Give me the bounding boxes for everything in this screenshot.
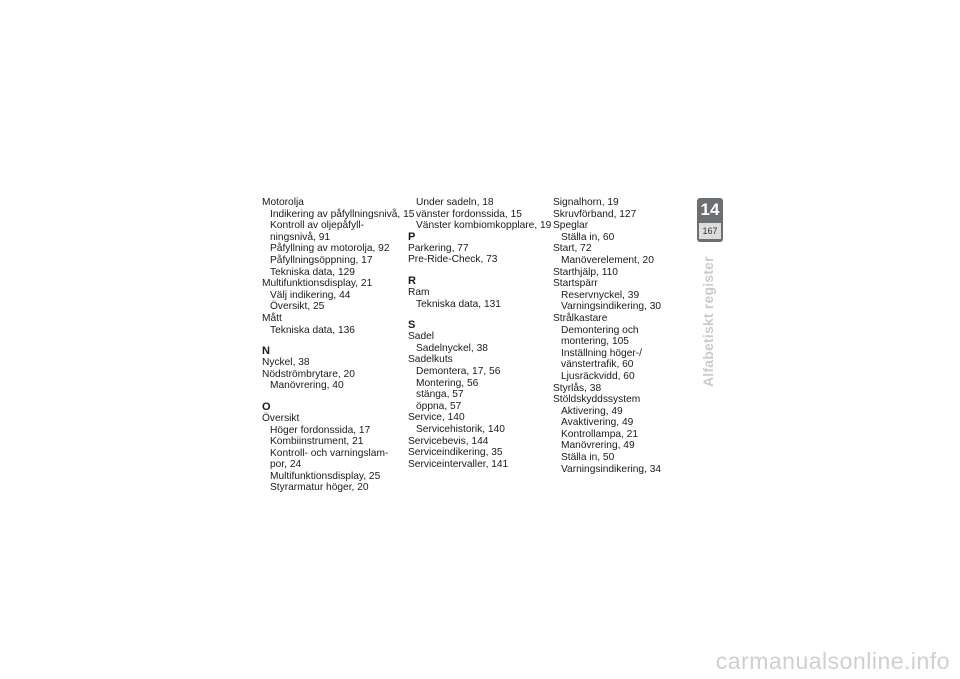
index-entry: Ram [408, 286, 430, 298]
index-entry: Serviceintervaller, 141 [408, 458, 509, 470]
index-subentry: vänster fordonssida, 15 [416, 208, 522, 220]
chapter-number: 14 [700, 200, 720, 219]
index-letter-heading: R [408, 274, 416, 287]
index-subentry: vänstertrafik, 60 [561, 359, 634, 371]
index-subentry: Välj indikering, 44 [270, 289, 351, 301]
index-subentry: Påfyllningsöppning, 17 [270, 254, 373, 266]
index-entry: Sadel [408, 331, 435, 343]
index-subentry: Tekniska data, 136 [270, 324, 355, 336]
index-subentry: Styrarmatur höger, 20 [270, 482, 369, 494]
index-subentry: Ställa in, 60 [561, 231, 615, 243]
index-entry: Mått [262, 312, 282, 324]
index-subentry: Kontroll- och varningslam- [270, 447, 389, 459]
index-entry: Översikt [262, 412, 300, 424]
index-subentry: Indikering av påfyllningsnivå, 15 [270, 208, 415, 220]
index-entry: Start, 72 [553, 243, 592, 255]
index-subentry: Kontrollampa, 21 [561, 428, 639, 440]
index-subentry: Avaktivering, 49 [561, 417, 634, 429]
index-subentry: öppna, 57 [416, 400, 462, 412]
index-column-3 [553, 197, 693, 475]
chapter-badge [697, 198, 723, 242]
index-subentry: Varningsindikering, 34 [561, 463, 662, 475]
index-subentry: Varningsindikering, 30 [561, 301, 662, 313]
index-subentry: Demontering och [561, 324, 639, 336]
index-subentry: Manövrering, 49 [561, 440, 635, 452]
index-subentry: Tekniska data, 131 [416, 298, 501, 310]
index-subentry: Sadelnyckel, 38 [416, 342, 488, 354]
index-subentry: Aktivering, 49 [561, 405, 623, 417]
index-subentry: Kombiinstrument, 21 [270, 436, 364, 448]
index-subentry: Ställa in, 50 [561, 452, 615, 464]
index-letter-heading: P [408, 230, 416, 243]
index-subentry: Kontroll av oljepåfyll- [270, 220, 364, 232]
index-column-2 [408, 197, 552, 470]
index-entry: Servicebevis, 144 [408, 435, 489, 447]
index-entry: Signalhorn, 19 [553, 197, 619, 208]
index-entry: Parkering, 77 [408, 242, 469, 254]
index-entry: Multifunktionsdisplay, 21 [262, 278, 373, 290]
index-entry: Strålkastare [553, 312, 608, 324]
index-subentry: por, 24 [270, 459, 302, 471]
index-subentry: Vänster kombiomkopplare, 19 [416, 220, 552, 232]
chapter-title: Alfabetiskt register [700, 256, 716, 387]
index-letter-heading: S [408, 319, 416, 332]
index-entry: Sadelkuts [408, 354, 453, 366]
watermark: carmanualsonline.info [715, 648, 950, 674]
index-subentry: Manövrering, 40 [270, 380, 344, 392]
index-entry: Pre-Ride-Check, 73 [408, 254, 498, 266]
index-subentry: Ljusräckvidd, 60 [561, 370, 635, 382]
index-entry: Nyckel, 38 [262, 357, 310, 369]
index-subentry: Montering, 56 [416, 377, 479, 389]
index-subentry: Påfyllning av motorolja, 92 [270, 243, 390, 255]
index-entry: Skruvförband, 127 [553, 208, 637, 220]
index-column-1 [262, 197, 415, 494]
index-entry: Starthjälp, 110 [553, 266, 618, 278]
index-subentry: Under sadeln, 18 [416, 197, 494, 208]
index-entry: Stöldskyddssystem [553, 394, 641, 406]
index-subentry: Tekniska data, 129 [270, 266, 355, 278]
index-entry: Serviceindikering, 35 [408, 447, 503, 459]
index-letter-heading: O [262, 400, 271, 413]
index-subentry: Multifunktionsdisplay, 25 [270, 470, 381, 482]
index-subentry: Manöverelement, 20 [561, 254, 654, 266]
index-entry: Startspärr [553, 278, 598, 290]
index-subentry: Servicehistorik, 140 [416, 423, 505, 435]
index-subentry: montering, 105 [561, 336, 629, 348]
page-number: 167 [699, 223, 721, 239]
index-entry: Nödströmbrytare, 20 [262, 368, 355, 380]
index-subentry: Höger fordonssida, 17 [270, 424, 371, 436]
index-subentry: Inställning höger-/ [561, 347, 642, 359]
index-entry: Motorolja [262, 197, 304, 208]
index-subentry: stänga, 57 [416, 389, 464, 401]
index-entry: Styrlås, 38 [553, 382, 602, 394]
index-entry: Service, 140 [408, 412, 465, 424]
index-subentry: ningsnivå, 91 [270, 231, 331, 243]
index-letter-heading: N [262, 345, 270, 358]
index-subentry: Översikt, 25 [270, 301, 325, 313]
index-entry: Speglar [553, 220, 589, 232]
index-subentry: Demontera, 17, 56 [416, 365, 501, 377]
index-subentry: Reservnyckel, 39 [561, 289, 640, 301]
